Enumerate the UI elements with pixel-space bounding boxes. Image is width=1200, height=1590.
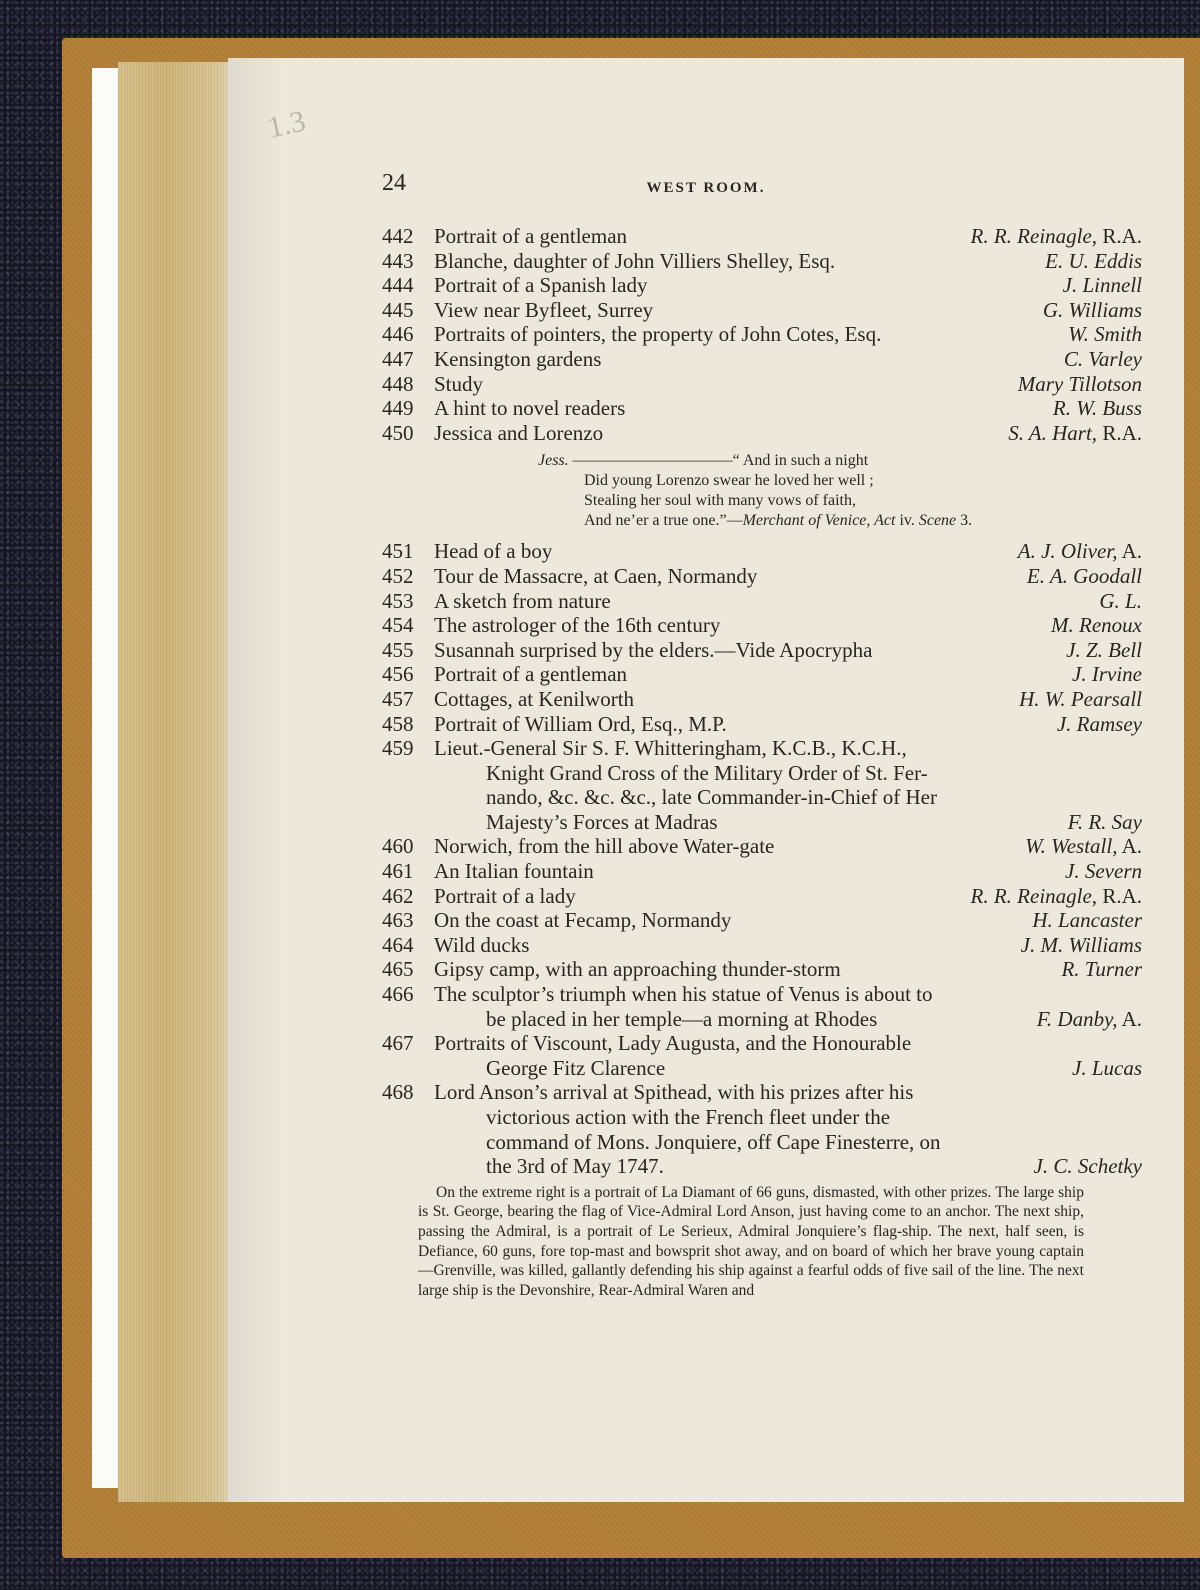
entry-artist [1021,933,1142,958]
entry-artist [1072,662,1142,687]
entry-title: A sketch from nature [434,588,611,613]
entry-artist [1045,249,1142,274]
entry-artist [1027,564,1142,589]
entry-title: Norwich, from the hill above Water-gate [434,834,775,859]
entry-title-line: Lieut.-General Sir S. F. Whitteringham, K.C.B., K.C.H., [434,736,907,761]
entry-number: 450 [382,420,414,445]
entry-artist [1025,834,1142,859]
artist-suffix: R.A. [1097,883,1142,908]
artist-name: R. R. Reinagle, [970,224,1098,248]
catalogue-entry [382,712,1142,737]
entry-number: 465 [382,957,414,982]
artist-name: A. J. Oliver, [1017,539,1118,564]
entry-artist [1053,396,1142,421]
entry-artist [1099,589,1142,614]
entry-number: 445 [382,297,414,322]
entry-body [434,908,1142,933]
quote-line-4-text: And ne’er a true one.”— [584,512,743,530]
catalogue-entry [382,613,1142,638]
pencil-mark: 1.3 [264,104,309,145]
entry-number: 453 [382,588,414,613]
entry-body [434,224,1142,249]
artist-name: M. Renoux [1051,613,1142,638]
catalogue-entry [382,372,1142,397]
entry-artist: J. C. Schetky [1033,1154,1142,1179]
artist-name: H. Lancaster [1032,908,1142,933]
entry-number: 461 [382,859,414,884]
entry-title-line: The sculptor’s triumph when his statue of Venus is about to [434,982,933,1007]
entry-body [434,1080,1142,1178]
entry-body [434,249,1142,274]
entry-artist: J. Lucas [1072,1055,1142,1080]
entry-artist [1057,712,1142,737]
entry-title: Wild ducks [434,932,530,957]
entry-title: Susannah surprised by the elders.—Vide Apocrypha [434,637,873,662]
entry-number: 452 [382,563,414,588]
running-head: WEST ROOM. [646,180,766,196]
artist-name: C. Varley [1063,346,1142,371]
entry-number: 446 [382,322,414,347]
entry-body [434,687,1142,712]
entry-number: 449 [382,396,414,421]
entry-title: Kensington gardens [434,346,602,371]
entry-number: 451 [382,539,414,564]
catalogue-page [228,58,1184,1502]
entry-artist [971,224,1142,249]
entry-title: Portrait of a Spanish lady [434,273,648,298]
entry-artist [1061,957,1142,982]
entry-title: A hint to novel readers [434,396,626,421]
entry-number: 447 [382,346,414,371]
entry-title: On the coast at Fecamp, Normandy [434,908,732,933]
entry-title: Gipsy camp, with an approaching thunder-storm [434,957,841,982]
entry-number: 463 [382,908,414,933]
artist-suffix: R.A. [1097,224,1142,248]
entry-number: 442 [382,224,414,248]
artist-suffix: A. [1117,834,1142,859]
entry-artist [971,884,1142,909]
catalogue-entry [382,957,1142,982]
quote-speaker: Jess. [538,452,569,470]
entries-group-a [382,224,1142,445]
artist-name: G. L. [1099,588,1142,613]
artist-name: E. A. Goodall [1026,563,1142,588]
entry-number: 448 [382,371,414,396]
entries-group-b [382,539,1142,736]
entry-number: 443 [382,248,414,273]
entry-title-line: Knight Grand Cross of the Military Order of St. Fer- [486,760,928,785]
quote-line-2: Did young Lorenzo swear he loved her well ; [584,472,874,490]
entry-body [434,273,1142,298]
artist-name: H. W. Pearsall [1019,686,1142,711]
shakespeare-quote [382,451,1142,531]
entry-body [434,982,1142,1031]
quote-source: Merchant of Venice, Act [742,512,896,530]
artist-name: R. Turner [1061,957,1142,982]
entry-title: Tour de Massacre, at Caen, Normandy [434,563,758,588]
catalogue-entry [382,273,1142,298]
entry-number: 460 [382,834,414,859]
entry-artist [1064,347,1142,372]
entries-group-c [382,834,1142,982]
entry-title-line: command of Mons. Jonquiere, off Cape Finesterre, on [486,1129,941,1154]
entry-artist [1037,1007,1142,1032]
entry-title: View near Byfleet, Surrey [434,297,654,322]
artist-name: J. Z. Bell [1066,637,1142,662]
catalogue-entry [382,396,1142,421]
entry-number: 457 [382,686,414,711]
catalogue-entry [382,249,1142,274]
entry-body [434,638,1142,663]
entry-body [434,564,1142,589]
entry-body [434,589,1142,614]
catalogue-entry [382,908,1142,933]
catalogue-entry [382,322,1142,347]
entry-title: Portrait of a gentleman [434,224,628,248]
catalogue-entry [382,662,1142,687]
catalogue-entry-467 [382,1031,1142,1080]
entry-title: The astrologer of the 16th century [434,613,721,638]
artist-name: S. A. Hart, [1008,420,1098,445]
catalogue-entry [382,589,1142,614]
entry-body [434,859,1142,884]
artist-suffix: A. [1117,539,1142,564]
entry-title: Head of a boy [434,539,553,564]
entry-title: Portrait of a lady [434,883,576,908]
entry-body [434,736,1142,834]
catalogue-entry [382,687,1142,712]
entry-body [434,539,1142,564]
catalogue-entry-459 [382,736,1142,834]
entry-body [434,712,1142,737]
catalogue-entry [382,421,1142,446]
artist-name: J. Severn [1065,859,1142,884]
entry-title-line: the 3rd of May 1747. [486,1154,664,1179]
artist-name: J. Ramsey [1056,711,1142,736]
entry-number: 455 [382,637,414,662]
artist-name: W. Westall, [1025,834,1118,859]
entry-number: 454 [382,613,414,638]
artist-name: W. Smith [1068,322,1142,347]
entry-title-line: Lord Anson’s arrival at Spithead, with his prizes after his [434,1080,914,1105]
entry-artist [1066,638,1142,663]
entry-title-line: Majesty’s Forces at Madras [486,809,718,834]
entry-title: Jessica and Lorenzo [434,420,604,445]
catalogue-entry [382,539,1142,564]
entry-number: 462 [382,883,414,908]
entry-number: 456 [382,662,414,687]
entry-body [434,347,1142,372]
entry-body [434,957,1142,982]
entry-body [434,372,1142,397]
catalogue-entry [382,933,1142,958]
entry-title: Blanche, daughter of John Villiers Shelley, Esq. [434,248,836,273]
entry-artist [1018,539,1142,564]
entry-artist [1018,372,1142,397]
entry-number: 464 [382,932,414,957]
quote-scene-label: Scene [918,512,957,530]
entry-title-line: be placed in her temple—a morning at Rhodes [486,1006,878,1031]
entry-body [434,1031,1142,1080]
catalogue-entry [382,298,1142,323]
entry-title: Study [434,371,484,396]
entry-number: 459 [382,736,414,761]
note-text: On the extreme right is a portrait of La Diamant of 66 guns, dismasted, with other prizes. The large ship is St. George, bearing the flag of Vice-Admiral Lord Anson, just having come to an anchor. The next ship, passing the Admiral, is a portrait of Le Serieux, Admiral Jonquiere’s flag-ship. The next, half seen, is Defiance, 60 guns, fore top-mast and bowsprit shot away, and on board of which her brave young captain—Grenville, was killed, gallantly defending his ship against a fearful odds of five sail of the line. The next large ship is the Devonshire, Rear-Admiral Waren and [418,1183,1084,1299]
entry-title: Portraits of pointers, the property of John Cotes, Esq. [434,322,882,347]
catalogue-entry [382,224,1142,249]
entry-body [434,662,1142,687]
entry-body [434,322,1142,347]
entry-number: 466 [382,982,414,1007]
artist-name: J. Linnell [1062,273,1142,298]
entry-title-line: Portraits of Viscount, Lady Augusta, and the Honourable [434,1031,912,1056]
entry-artist [1019,687,1142,712]
entry-title: Portrait of William Ord, Esq., M.P. [434,711,727,736]
entry-title: Cottages, at Kenilworth [434,686,635,711]
entry-title-line: nando, &c. &c. &c., late Commander-in-Chief of Her [486,785,937,810]
artist-name: G. Williams [1042,297,1142,322]
entry-artist [1043,298,1142,323]
entry-body [434,933,1142,958]
entry-artist [1032,908,1142,933]
entry-artist [1051,613,1142,638]
entry-number: 458 [382,711,414,736]
catalogue-entry-468 [382,1080,1142,1178]
entry-artist [1065,859,1142,884]
catalogue-entry-466 [382,982,1142,1031]
artist-name: J. M. Williams [1020,932,1142,957]
quote-line-1: ——————————“ And in such a night [572,452,869,470]
entry-body [434,298,1142,323]
entry-body [434,396,1142,421]
entry-title: Portrait of a gentleman [434,662,628,687]
catalogue-entries [382,224,1142,1300]
painting-description-note [382,1183,1142,1301]
quote-line-3: Stealing her soul with many vows of faith, [584,492,856,510]
entry-body [434,884,1142,909]
artist-suffix: A. [1117,1006,1142,1031]
artist-name: F. Danby, [1036,1006,1118,1031]
artist-name: R. W. Buss [1052,396,1142,421]
quote-scene-number: 3. [956,512,973,530]
entry-number: 467 [382,1031,414,1056]
artist-name: J. Irvine [1072,662,1142,687]
artist-name: R. R. Reinagle, [970,883,1098,908]
entry-artist: F. R. Say [1067,809,1142,834]
entry-body [434,421,1142,446]
quote-act: iv. [895,512,919,530]
entry-number: 444 [382,273,414,298]
catalogue-entry [382,834,1142,859]
entry-body [434,613,1142,638]
entry-body [434,834,1142,859]
entry-title-line: George Fitz Clarence [486,1055,666,1080]
catalogue-entry [382,347,1142,372]
entry-title-line: victorious action with the French fleet under the [486,1105,891,1129]
catalogue-entry [382,638,1142,663]
catalogue-entry [382,859,1142,884]
quote-line-4 [538,511,1142,531]
page-number: 24 [382,170,406,196]
entry-artist [1063,273,1142,298]
entry-number: 468 [382,1080,414,1105]
artist-suffix: R.A. [1097,420,1142,445]
artist-name: E. U. Eddis [1045,248,1142,273]
entry-title: An Italian fountain [434,859,594,884]
entry-artist [1008,421,1142,446]
catalogue-entry [382,884,1142,909]
catalogue-entry [382,564,1142,589]
artist-name: Mary Tillotson [1017,371,1142,396]
page-block-edge [118,62,238,1502]
entry-artist [1068,322,1142,347]
